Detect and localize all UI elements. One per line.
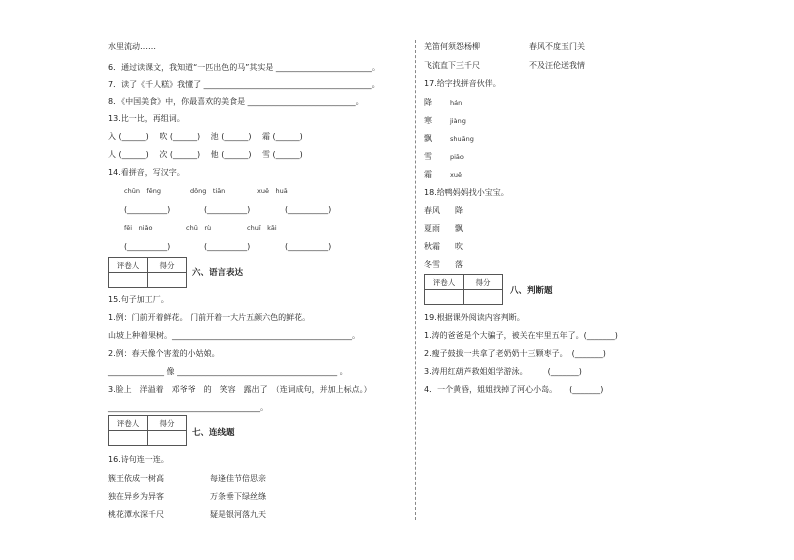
match-verb: 飘 — [455, 224, 463, 233]
compare-row-2: 人 (______) 次 (______) 他 (______) 雪 (______) — [108, 150, 303, 159]
match-char: 降 — [424, 98, 432, 107]
q15-task-2: ______________ 像 ________________________________________ 。 — [108, 367, 348, 376]
q15-example-2: 2.例：春天像个害羞的小姑娘。 — [108, 349, 220, 358]
question-14-title: 14.看拼音，写汉字。 — [108, 168, 185, 177]
match-char: 雪 — [424, 152, 432, 161]
score-table-6 — [108, 257, 187, 288]
question-17-title: 17.给字找拼音伙伴。 — [424, 79, 501, 88]
match-char: 寒 — [424, 116, 432, 125]
match-char: 飘 — [424, 134, 432, 143]
match-verb: 降 — [455, 206, 463, 215]
score-cell — [464, 290, 503, 305]
question-18-title: 18.给鸭妈妈找小宝宝。 — [424, 188, 509, 197]
score-table-7 — [108, 415, 187, 446]
answer-blank: (__________) — [124, 205, 171, 214]
section-8-title: 八、判断题 — [510, 286, 553, 296]
answer-blank: (__________) — [204, 242, 251, 251]
match-pinyin: piāo — [450, 153, 464, 161]
poem-line-left: 桃花潭水深千尺 — [108, 510, 164, 519]
q15-answer-line: ______________________________________。 — [108, 403, 268, 412]
grader-label: 评卷人 — [425, 275, 464, 290]
grader-cell — [425, 290, 464, 305]
q15-example-1: 1.例：门前开着鲜花。 门前开着一大片五颜六色的鲜花。 — [108, 313, 311, 322]
section-7-title: 七、连线题 — [192, 428, 235, 438]
pinyin-chuikai: chuī kāi — [247, 224, 277, 232]
poem-line-left: 簇王依成一树高 — [108, 474, 164, 483]
answer-blank: (__________) — [204, 205, 251, 214]
match-verb: 吹 — [455, 242, 463, 251]
pinyin-chunfeng: chūn fēng — [124, 187, 161, 195]
pinyin-dongtian: dōng tiān — [190, 187, 226, 195]
section-6-title: 六、语言表达 — [192, 268, 244, 278]
match-char: 霜 — [424, 170, 432, 179]
poem-line-right: 春风不度玉门关 — [529, 42, 585, 51]
judge-item-4: 4．一个黄昏，姐姐找掉了河心小岛。 (_______) — [424, 385, 604, 394]
compare-row-1: 入 (______) 吹 (______) 池 (______) 霜 (______) — [108, 132, 303, 141]
match-pinyin: jiàng — [450, 117, 466, 125]
q15-task-3: 3.脸上 洋溢着 邓爷爷 的 笑容 露出了 （连词成句，并加上标点。） — [108, 385, 372, 394]
grader-label: 评卷人 — [109, 258, 148, 273]
poem-line-right: 疑是银河落九天 — [210, 510, 266, 519]
grader-cell — [109, 273, 148, 288]
judge-item-2: 2.瘦子鼓拔一共拿了老奶奶十三颗枣子。 (_______) — [424, 349, 606, 358]
answer-blank: (__________) — [285, 205, 332, 214]
match-pinyin: shuāng — [450, 135, 474, 143]
poem-line-right: 万条垂下绿丝绦 — [210, 492, 266, 501]
question-15-title: 15.句子加工厂。 — [108, 295, 169, 304]
match-verb: 落 — [455, 260, 463, 269]
judge-item-3: 3.涛用红葫芦救姐姐学游泳。 (_______) — [424, 367, 582, 376]
poem-line-left: 飞流直下三千尺 — [424, 61, 480, 70]
score-label: 得分 — [464, 275, 503, 290]
question-6: 6．通过读课文，我知道“一匹出色的马”其实是 ________________________。 — [108, 63, 380, 72]
score-label: 得分 — [148, 416, 187, 431]
text-line-continuation: 水里流动…… — [108, 42, 156, 51]
question-7: 7．读了《千人糕》我懂了 __________________________________________。 — [108, 80, 380, 89]
q15-task-1: 山坡上种着果树。_____________________________________________。 — [108, 331, 360, 340]
poem-line-left: 羌笛何须怨杨柳 — [424, 42, 480, 51]
pinyin-churu: chū rù — [186, 224, 212, 232]
pinyin-feiniao: fēi niǎo — [124, 224, 153, 232]
match-word: 秋霜 — [424, 242, 440, 251]
match-word: 春风 — [424, 206, 440, 215]
question-8: 8．《中国美食》中，你最喜欢的美食是 ___________________________。 — [108, 97, 364, 106]
answer-blank: (__________) — [124, 242, 171, 251]
question-13-title: 13.比一比，再组词。 — [108, 114, 185, 123]
score-label: 得分 — [148, 258, 187, 273]
question-19-title: 19.根据课外阅读内容判断。 — [424, 313, 525, 322]
grader-label: 评卷人 — [109, 416, 148, 431]
score-cell — [148, 431, 187, 446]
question-16-title: 16.诗句连一连。 — [108, 455, 169, 464]
poem-line-right: 不及汪伦送我情 — [529, 61, 585, 70]
column-divider — [415, 40, 416, 520]
match-pinyin: xuě — [450, 171, 462, 179]
score-table-8 — [424, 274, 503, 305]
match-word: 夏雨 — [424, 224, 440, 233]
poem-line-right: 每逢佳节倍思亲 — [210, 474, 266, 483]
score-cell — [148, 273, 187, 288]
poem-line-left: 独在异乡为异客 — [108, 492, 164, 501]
grader-cell — [109, 431, 148, 446]
judge-item-1: 1.涛的爸爸是个大骗子，被关在牢里五年了。(_______) — [424, 331, 618, 340]
match-word: 冬雪 — [424, 260, 440, 269]
answer-blank: (__________) — [285, 242, 332, 251]
match-pinyin: hán — [450, 99, 463, 107]
pinyin-xuehua: xuě huā — [257, 187, 288, 195]
